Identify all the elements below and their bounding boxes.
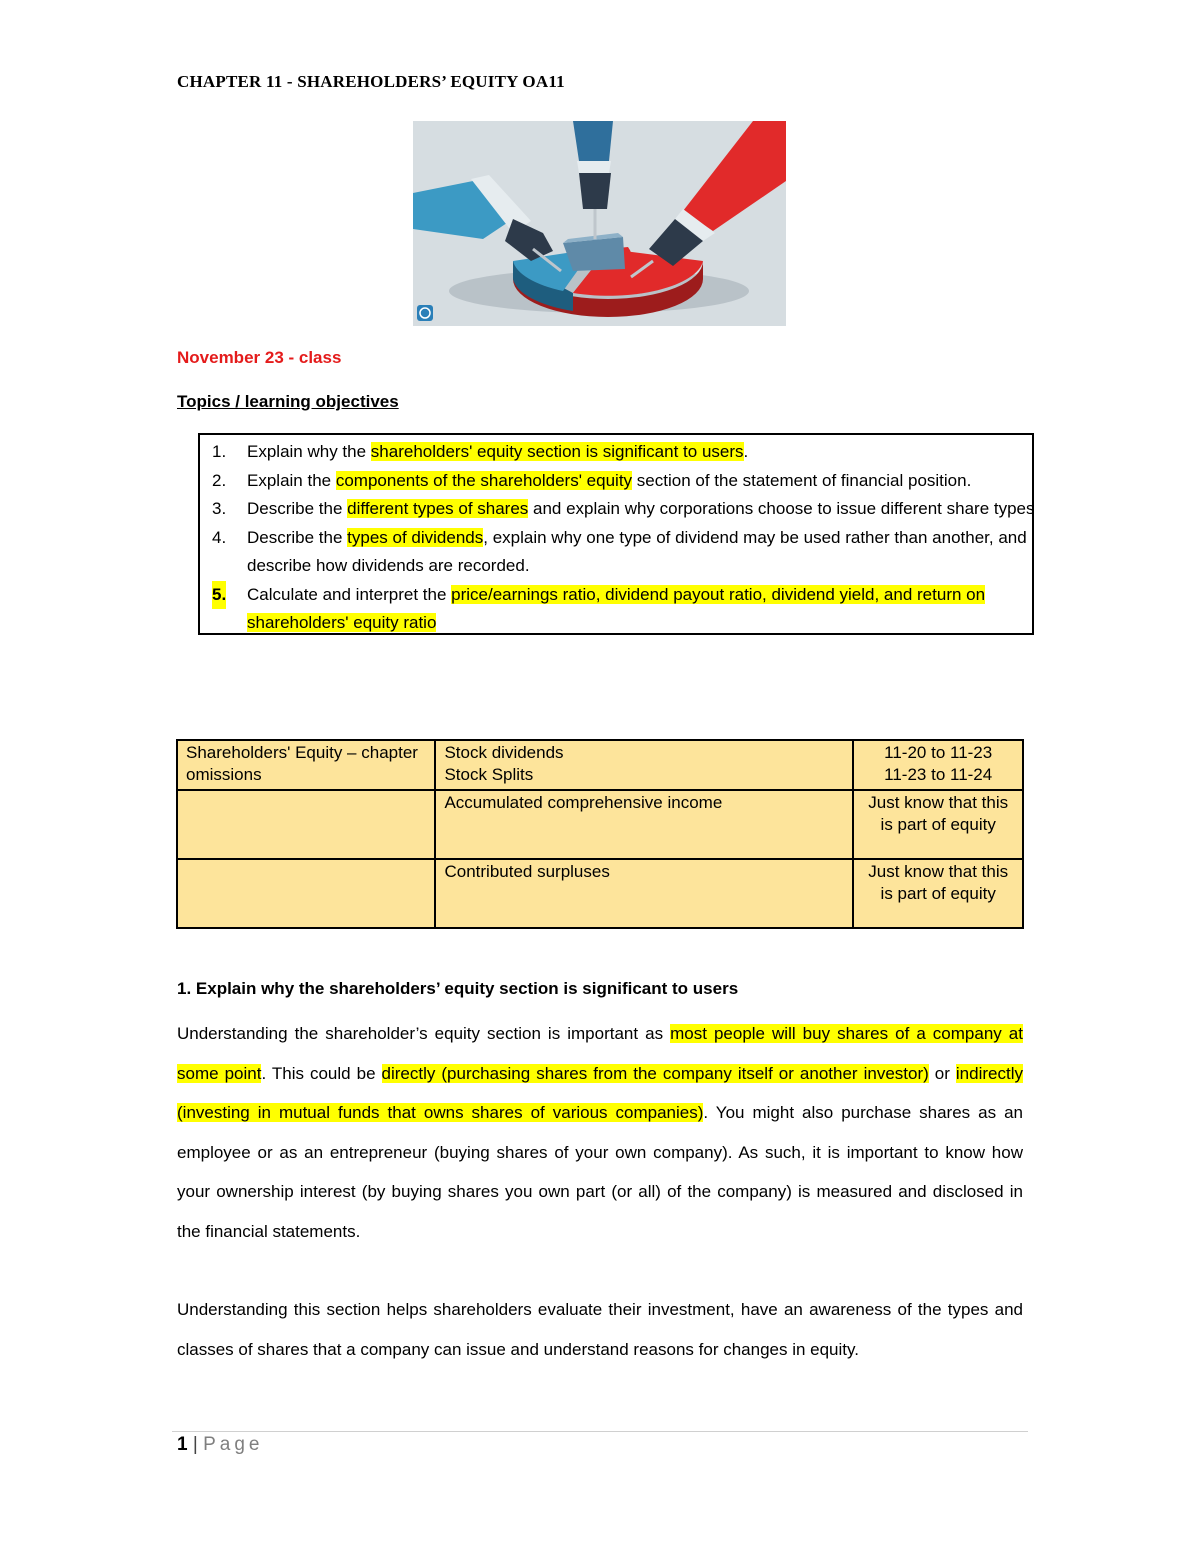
objective-item xyxy=(205,524,1035,581)
body-paragraph: Understanding this section helps shareholders evaluate their investment, have an awareness of the types and classes of shares that a company can issue and understand reasons for changes in equity. xyxy=(177,1300,1023,1359)
objective-text: Explain why the xyxy=(247,442,371,461)
objective-number: 5. xyxy=(212,581,226,610)
class-date: November 23 - class xyxy=(177,348,342,367)
objective-text: section of the statement of financial position. xyxy=(632,470,972,490)
objective-item xyxy=(205,581,1035,638)
table-cell xyxy=(177,790,435,859)
table-cell: Contributed surpluses xyxy=(435,859,853,928)
objective-text: Explain the xyxy=(247,470,336,490)
objective-item xyxy=(205,438,1035,467)
learning-objectives-list xyxy=(205,438,1035,638)
footer-divider xyxy=(172,1431,1028,1432)
objective-item xyxy=(205,495,1035,524)
objective-text: Calculate and interpret the xyxy=(247,584,452,604)
paragraph-text: Understanding the shareholder’s equity section is important as xyxy=(177,1024,671,1043)
objective-highlight: components of the shareholders' equity xyxy=(335,470,633,490)
paragraph-highlight: directly (purchasing shares from the company itself or another investor) xyxy=(381,1063,929,1083)
paragraph-highlight: most people will buy shares of a company at some point xyxy=(177,1024,1023,1083)
objective-text: , explain why one type of dividend may be used rather than another, and describe how dividends are recorded. xyxy=(247,527,1027,575)
table-row xyxy=(177,859,1023,928)
table-cell: Shareholders' Equity – chapter omissions xyxy=(177,740,435,790)
table-row xyxy=(177,740,1023,790)
objective-text: Describe the xyxy=(247,499,348,518)
objective-number: 3. xyxy=(212,499,227,518)
table-cell xyxy=(177,859,435,928)
cell-line: Stock dividends xyxy=(444,743,564,762)
objective-highlight: different types of shares xyxy=(347,499,529,518)
document-title: CHAPTER 11 - SHAREHOLDERS’ EQUITY OA11 xyxy=(177,72,565,91)
paragraph-text: . This could be xyxy=(261,1063,382,1083)
table-cell: Just know that this is part of equity xyxy=(853,859,1023,928)
table-cell: Just know that this is part of equity xyxy=(853,790,1023,859)
paragraph-text: . You might also purchase shares as an employee or as an entrepreneur (buying shares of your own company). As such, it is important to know how your ownership interest (by buying shares you own part (or all) of the company) is measured and disclosed in the financial statements. xyxy=(177,1103,1023,1241)
objective-text: and explain why corporations choose to issue different share types xyxy=(528,499,1035,518)
table-row xyxy=(177,790,1023,859)
objective-highlight: shareholders' equity section is significant to users xyxy=(370,442,744,461)
chapter-omissions-table xyxy=(176,739,1024,929)
objective-number: 1. xyxy=(212,442,227,461)
paragraph-highlight: indirectly (investing in mutual funds that owns shares of various companies) xyxy=(177,1063,1023,1122)
table-cell xyxy=(435,740,853,790)
cell-line: 11-23 to 11-24 xyxy=(884,765,993,784)
page-footer xyxy=(177,1434,263,1456)
page-number: 1 xyxy=(177,1434,188,1455)
objective-text: . xyxy=(743,442,749,461)
objective-number: 4. xyxy=(212,527,227,547)
objective-item xyxy=(205,467,1035,496)
objective-highlight: price/earnings ratio, dividend payout ratio, dividend yield, and return on shareholders' equity ratio xyxy=(247,584,986,632)
page-label: Page xyxy=(203,1434,264,1455)
hero-illustration xyxy=(413,121,786,326)
footer-separator: | xyxy=(192,1434,198,1455)
objective-number: 2. xyxy=(212,470,227,490)
table-cell xyxy=(853,740,1023,790)
section-heading: 1. Explain why the shareholders’ equity section is significant to users xyxy=(177,979,739,998)
cell-line: 11-20 to 11-23 xyxy=(884,743,993,762)
objective-highlight: types of dividends xyxy=(347,527,484,547)
table-cell: Accumulated comprehensive income xyxy=(435,790,853,859)
objective-text: Describe the xyxy=(247,527,348,547)
paragraph-text: or xyxy=(928,1063,956,1083)
cell-line: Stock Splits xyxy=(444,765,534,784)
topics-heading: Topics / learning objectives xyxy=(177,392,399,411)
body-paragraph xyxy=(177,1014,1023,1251)
